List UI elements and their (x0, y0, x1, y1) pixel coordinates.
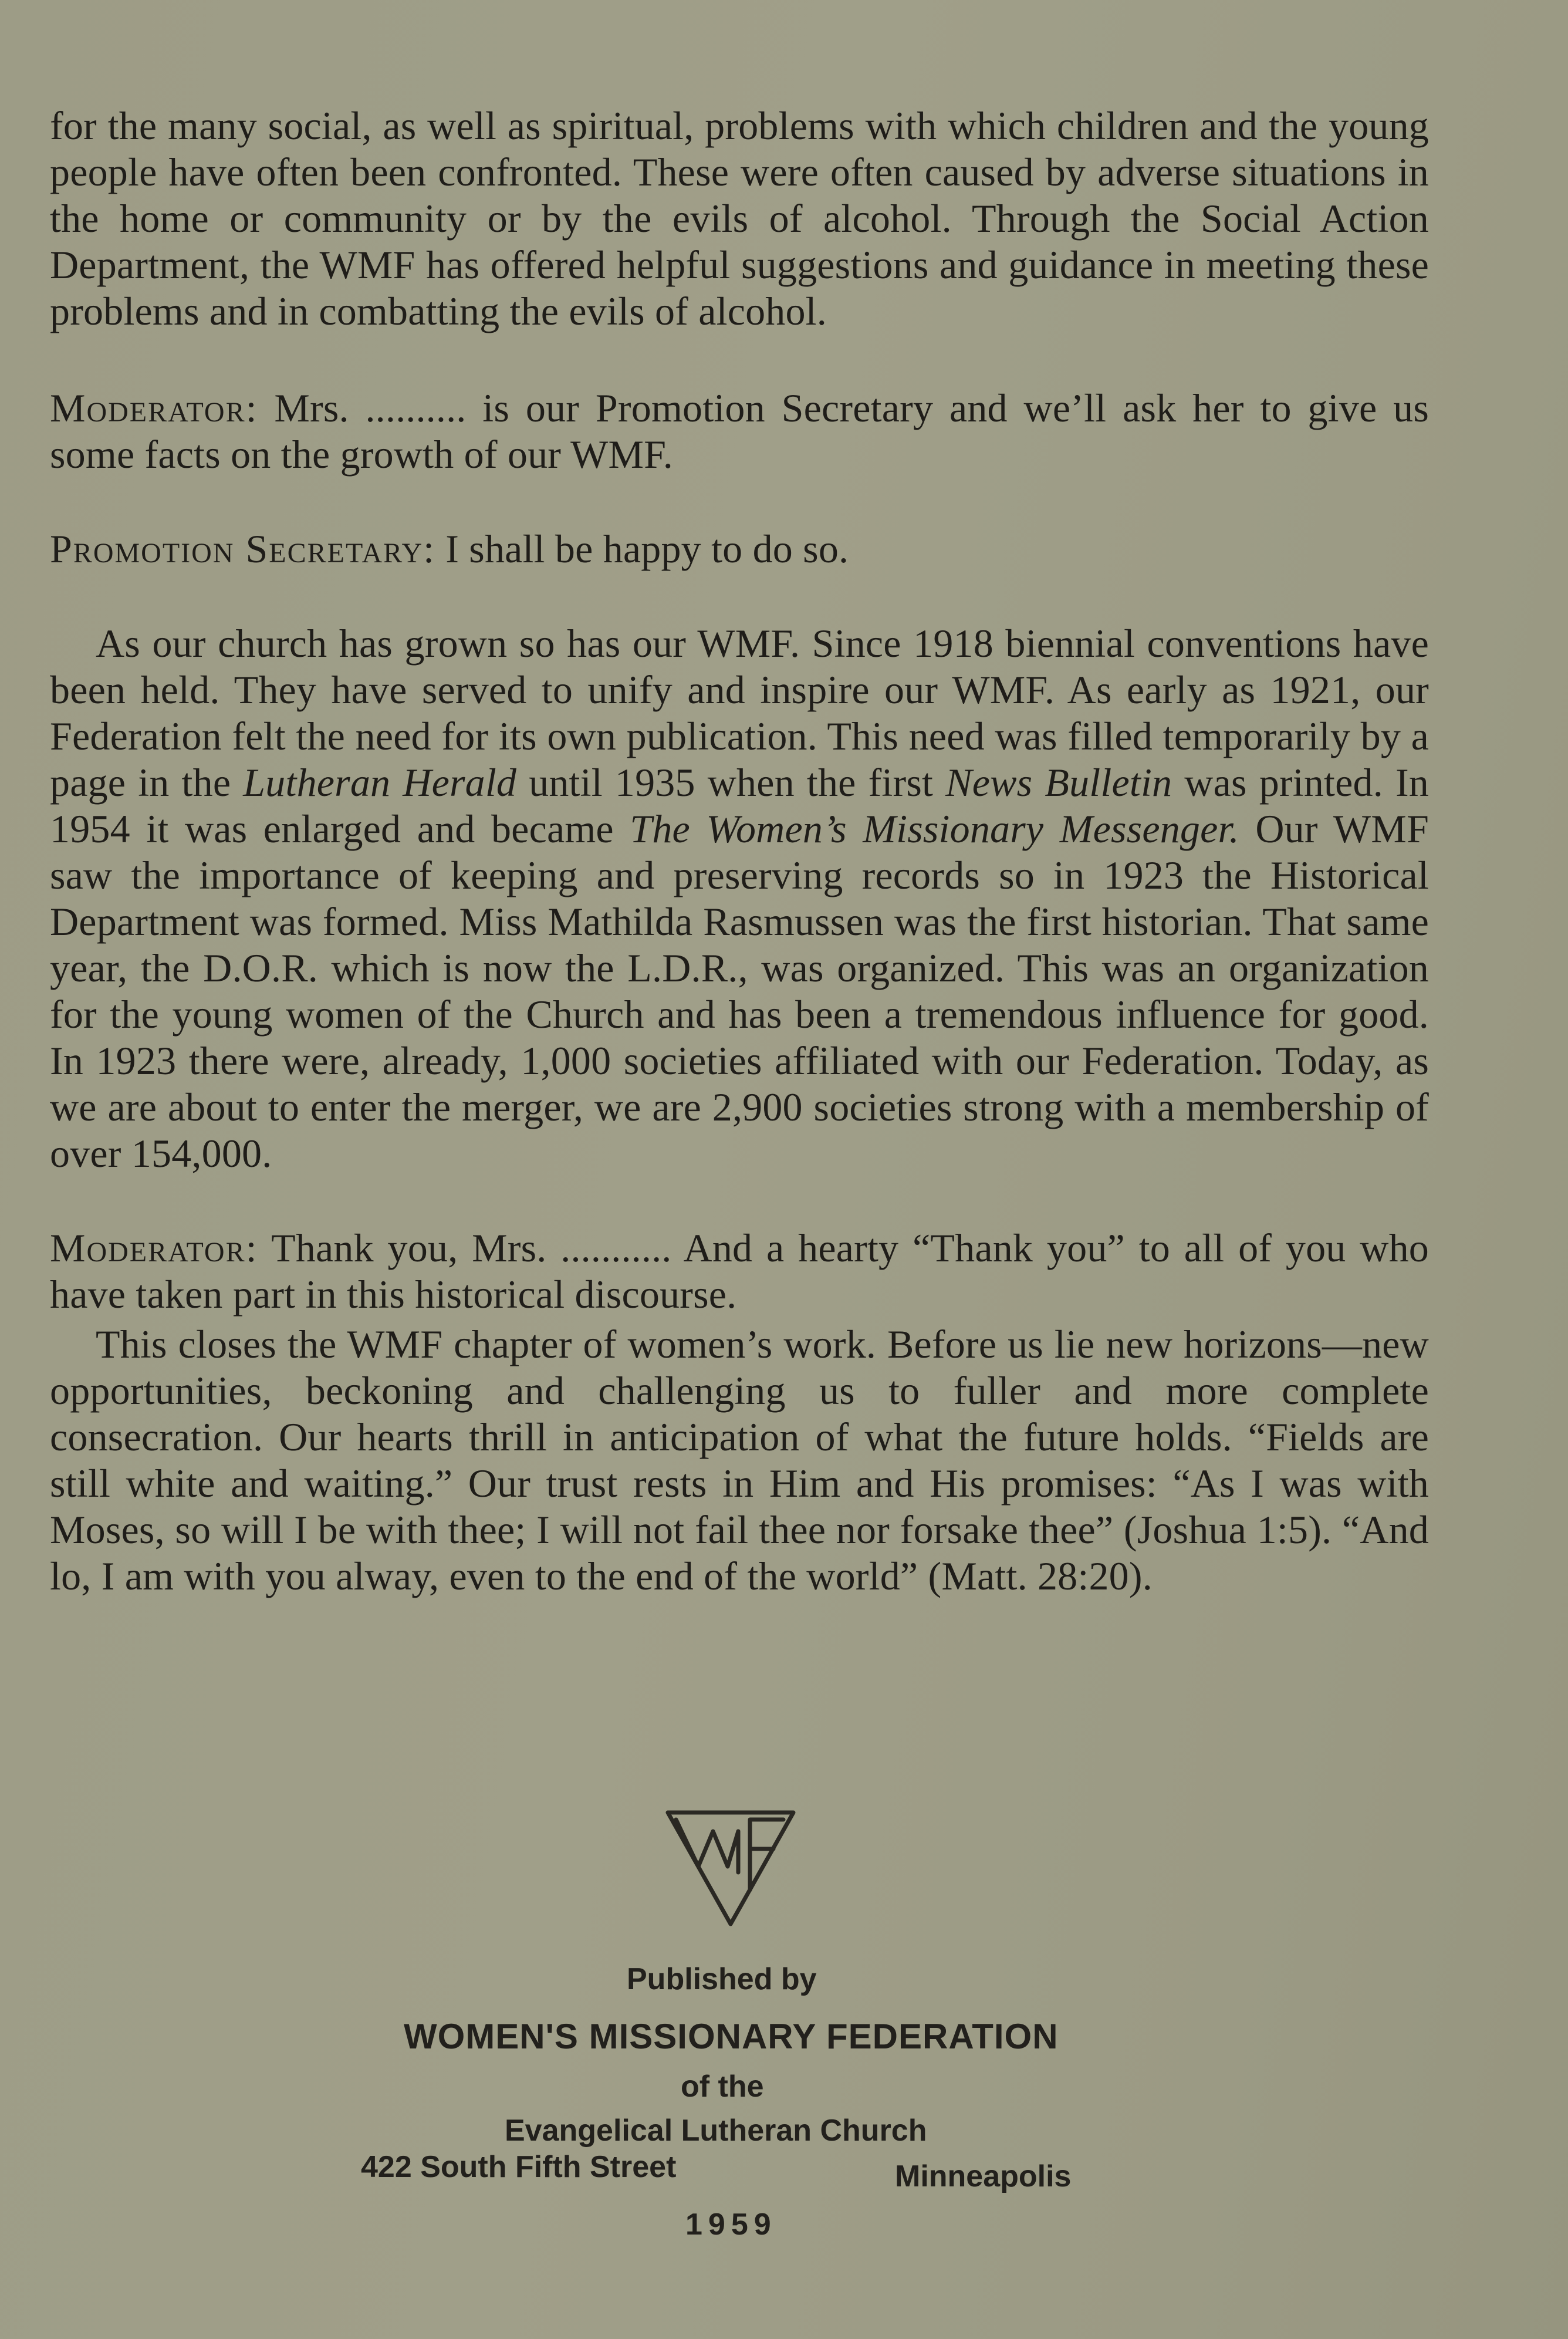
publisher-organization: WOMEN'S MISSIONARY FEDERATION (404, 2017, 1059, 2056)
speech-text: I shall be happy to do so. (445, 526, 849, 571)
publication-title: The Women’s Missionary Messenger. (630, 806, 1239, 851)
text-run: until 1935 when the first (529, 760, 934, 805)
city: Minneapolis (895, 2159, 1072, 2193)
paragraph-social-action: for the many social, as well as spiritual, problems with which children and the young people have often been confronted. These were often caused by adverse situations in the home or community or by the evils of alcohol. Through the Social Action Department, the WMF has offered helpful suggestions and guidance in meeting these problems and in combatting the evils of alcohol. (50, 103, 1429, 333)
speaker-label: Promotion Secretary: (50, 526, 436, 571)
wmf-monogram-icon (663, 1808, 798, 1928)
church-name: Evangelical Lutheran Church (505, 2114, 927, 2148)
text-run: As our church has grown so has our WMF. Since 1918 biennial conventions have been held. They have served to unify and inspire our WMF. As early as 1921, our Federation felt the need for its own publication. This need was filled temporarily by a page in the (50, 621, 1429, 805)
text-run: Our WMF saw the importance of keeping and preserving records so in 1923 the Historical Department was formed. Miss Mathilda Rasmussen was the first historian. That same year, the D.O.R. which is now the L.D.R., was organized. This was an organization for the young women of the Church and has been a tremendous influence for good. In 1923 there were, already, 1,000 societies affiliated with our Federation. Today, as we are about to enter the merger, we are 2,900 societies strong with a membership of over 154,000. (50, 806, 1429, 1176)
speaker-label: Moderator: (50, 386, 258, 430)
speaker-label: Moderator: (50, 1226, 258, 1270)
speech-text: Mrs. .......... is our Promotion Secretary and we’ll ask her to give us some facts on the growth of our WMF. (50, 386, 1429, 477)
published-by: Published by (627, 1962, 817, 1996)
text-run: was printed. In 1954 it was enlarged and became (50, 760, 1429, 851)
paragraph-promotion-secretary (50, 526, 1429, 572)
publication-title: News Bulletin (945, 760, 1172, 805)
publication-year: 1959 (685, 2208, 777, 2242)
speech-text: Thank you, Mrs. ........... And a hearty “Thank you” to all of you who have taken part in this historical discourse. (50, 1226, 1429, 1317)
paragraph-closing: This closes the WMF chapter of women’s work. Before us lie new horizons—new opportunities, beckoning and challenging us to fuller and more complete consecration. Our hearts thrill in anticipation of what the future holds. “Fields are still white and waiting.” Our trust rests in Him and His promises: “As I was with Moses, so will I be with thee; I will not fail thee nor forsake thee” (Joshua 1:5). “And lo, I am with you alway, even to the end of the world” (Matt. 28:20). (50, 1322, 1429, 1598)
paragraph-moderator-thanks (50, 1225, 1429, 1318)
paragraph-wmf-growth (50, 620, 1429, 1177)
document-body (50, 103, 1429, 1599)
street-address: 422 South Fifth Street (361, 2150, 677, 2184)
publication-title: Lutheran Herald (243, 760, 517, 805)
of-the: of the (681, 2070, 764, 2104)
paragraph-moderator-intro (50, 385, 1429, 478)
